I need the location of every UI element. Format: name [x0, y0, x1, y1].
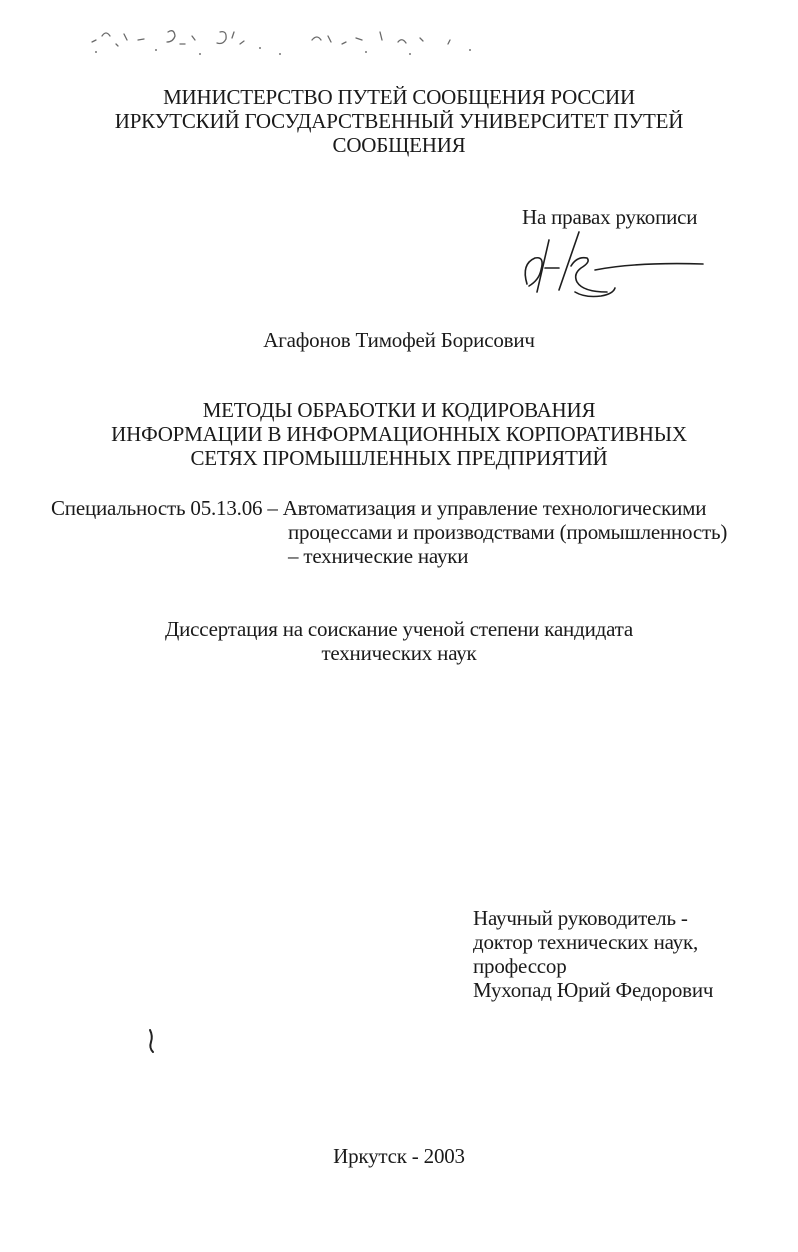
dissertation-title-line2: ИНФОРМАЦИИ В ИНФОРМАЦИОННЫХ КОРПОРАТИВНЫХ [111, 422, 687, 446]
signature [505, 230, 710, 310]
specialty-line2: процессами и производствами (промышленность) [288, 520, 728, 544]
ministry-heading: МИНИСТЕРСТВО ПУТЕЙ СООБЩЕНИЯ РОССИИ [163, 85, 635, 109]
supervisor-title: профессор [473, 954, 567, 978]
supervisor-label: Научный руководитель - [473, 906, 688, 930]
university-heading-line1: ИРКУТСКИЙ ГОСУДАРСТВЕННЫЙ УНИВЕРСИТЕТ ПУТЕЙ [114, 109, 684, 133]
supervisor-name: Мухопад Юрий Федорович [473, 978, 714, 1002]
dissertation-title-line3: СЕТЯХ ПРОМЫШЛЕННЫХ ПРЕДПРИЯТИЙ [190, 446, 608, 470]
rights-notice: На правах рукописи [522, 205, 698, 229]
degree-statement-line2: технических наук [321, 641, 477, 665]
scan-speck [144, 1028, 158, 1054]
author-name: Агафонов Тимофей Борисович [263, 328, 535, 352]
supervisor-degree: доктор технических наук, [473, 930, 699, 954]
city-year: Иркутск - 2003 [333, 1144, 465, 1168]
dissertation-title-line1: МЕТОДЫ ОБРАБОТКИ И КОДИРОВАНИЯ [202, 398, 596, 422]
degree-statement-line1: Диссертация на соискание ученой степени кандидата [164, 617, 634, 641]
scan-artifacts [80, 14, 500, 64]
specialty-line1: Специальность 05.13.06 – Автоматизация и управление технологическими [51, 496, 707, 520]
specialty-line3: – технические науки [288, 544, 469, 568]
university-heading-line2: СООБЩЕНИЯ [332, 133, 466, 157]
